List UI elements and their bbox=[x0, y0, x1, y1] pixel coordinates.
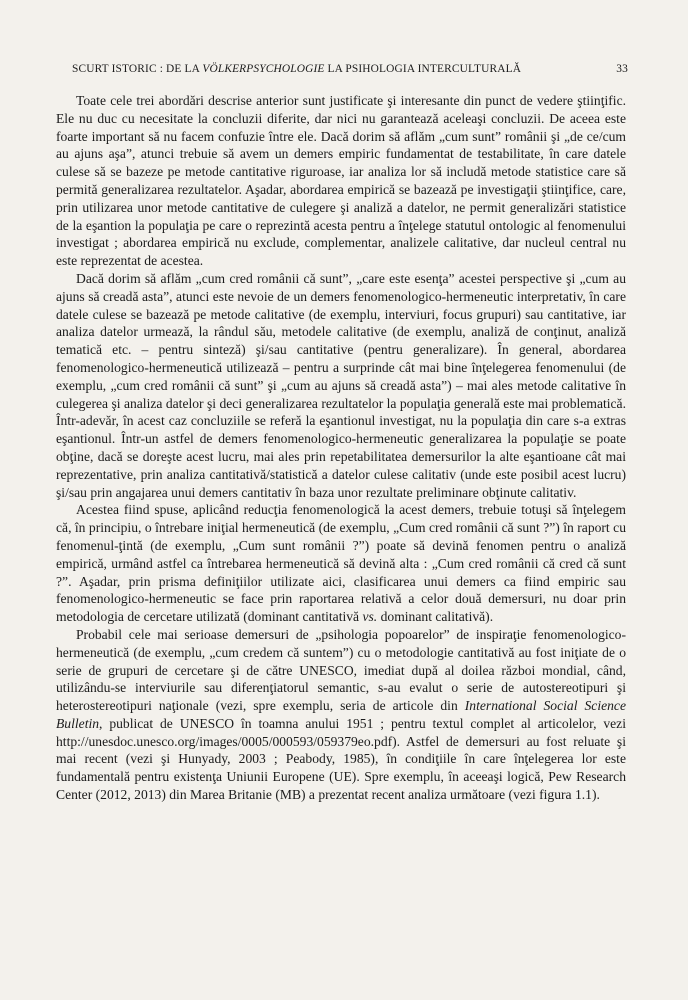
paragraph-3-text-b: dominant calitativă). bbox=[377, 609, 494, 625]
running-head bbox=[72, 63, 628, 75]
paragraph-3 bbox=[56, 501, 626, 626]
running-head-italic: VÖLKERPSYCHOLOGIE bbox=[202, 63, 325, 75]
paragraph-4-text-b: , publicat de UNESCO în toamna anului 1951 ; pentru textul complet al articolelor, vezi http://unesdoc.unesco.org/images/0005/000593/059379eo.pdf). Astfel de demersuri au fost reluate şi mai recent (vezi şi Hunyady, 2003 ; Peabody, 1985), în condiţiile în care înţelegerea lor este fundamentală pentru existenţa Uniunii Europene (UE). Spre exemplu, în aceeaşi logică, Pew Research Center (2012, 2013) din Marea Britanie (MB) a prezentat recent analiza următoare (vezi figura 1.1). bbox=[56, 715, 626, 803]
running-head-prefix: SCURT ISTORIC : DE LA bbox=[72, 63, 203, 75]
body-text bbox=[56, 92, 626, 804]
paragraph-4-italic: International Social Science Bulletin bbox=[56, 698, 626, 731]
paragraph-4 bbox=[56, 626, 626, 804]
page-number: 33 bbox=[616, 63, 628, 75]
paragraph-1: Toate cele trei abordări descrise anterior sunt justificate şi interesante din punct de vedere ştiinţific. Ele nu duc cu necesitate la concluzii diferite, dar nici nu garantează aceleaşi concluzii. De aceea este foarte important să nu facem confuzie între ele. Dacă dorim să aflăm „cum sunt” românii şi „de ce/cum au ajuns aşa”, atunci trebuie să avem un demers empiric fundamentat de testabilitate, în care datele culese să se bazeze pe metode cantitative riguroase, iar analiza lor să includă metode statistice care să permită generalizarea rezultatelor. Aşadar, abordarea empirică se bazează pe investigaţii ştiinţifice, care, prin utilizarea unor metode cantitative de culegere şi analiză a datelor, ne permit generalizări statistice de la eşantion la populaţia pe care o reprezintă acesta pentru a înţelege statutul ontologic al fenomenului investigat ; abordarea empirică nu exclude, complementar, analizele calitative, dar nucleul central nu este reprezentat de acestea. bbox=[56, 93, 626, 269]
paragraph-2: Dacă dorim să aflăm „cum cred românii că sunt”, „care este esenţa” acestei perspective şi „cum au ajuns să creadă asta”, atunci este nevoie de un demers fenomenologico-hermeneutic interpretativ, în care datele culese se bazează pe metode calitative (de exemplu, interviuri, focus grupuri) sau cantitative, iar analiza datelor urmează, la rândul său, metodele calitative (de exemplu, analiză de conţinut, analiză tematică etc. – pentru sinteză) şi/sau cantitative (pentru generalizare). În general, abordarea fenomenologico-hermeneutică utilizează – pentru a surprinde cât mai bine înţelegerea fenomenului (de exemplu, „cum cred românii că sunt” şi „cum au ajuns să creadă asta”) – mai ales metode calitative în culegerea şi analiza datelor şi deci generalizarea rezultatelor la populaţia generală este mai problematică. Într-adevăr, în acest caz concluziile se referă la eşantionul investigat, nu la populaţia din care s-a extras eşantionul. Într-un astfel de demers fenomenologico-hermeneutic generalizarea la populaţie se poate obţine, dacă se doreşte acest lucru, mai ales prin repetabilitatea demersurilor la alte eşantioane cât mai reprezentative, prin analiza cantitativă/statistică a datelor culese calitativ (unde este posibil acest lucru) şi/sau prin angajarea unui demers cantitativ în baza unor rezultate preliminare obţinute calitativ. bbox=[56, 270, 626, 500]
paragraph-3-text-a: Acestea fiind spuse, aplicând reducţia fenomenologică la acest demers, trebuie totuşi să înţelegem că, în principiu, o întrebare iniţial hermeneutică (de exemplu, „Cum cred românii că sunt ?”) în raport cu fenomenul-ţintă (de exemplu, „Cum sunt românii ?”) poate să devină fenomen pentru o analiză empirică, urmând astfel ca întrebarea hermeneutică să devină alta : „Cum cred românii că cred că sunt ?”. Aşadar, prin prisma definiţiilor utilizate aici, clasificarea unui demers ca fiind empiric sau fenomenologico-hermeneutic se face prin raportarea relativă a celor două demersuri, nu doar prin metodologia de cercetare utilizată (dominant cantitativă bbox=[56, 502, 626, 625]
paragraph-3-italic: vs. bbox=[362, 609, 378, 625]
paragraph-4-text-a: Probabil cele mai serioase demersuri de „psihologia popoarelor” de inspiraţie fenomenologico-hermeneutică (de exemplu, „cum credem că suntem”) cu o metodologie cantitativă au fost iniţiate de o serie de grupuri de cercetare şi de către UNESCO, imediat după al doilea război mondial, când, utilizându-se interviurile sau diferenţiatorul semantic, s-au evalut o serie de autostereotipuri şi heterostereotipuri naţionale (vezi, spre exemplu, seria de articole din bbox=[56, 626, 626, 714]
running-head-suffix: LA PSIHOLOGIA INTERCULTURALĂ bbox=[324, 63, 522, 75]
